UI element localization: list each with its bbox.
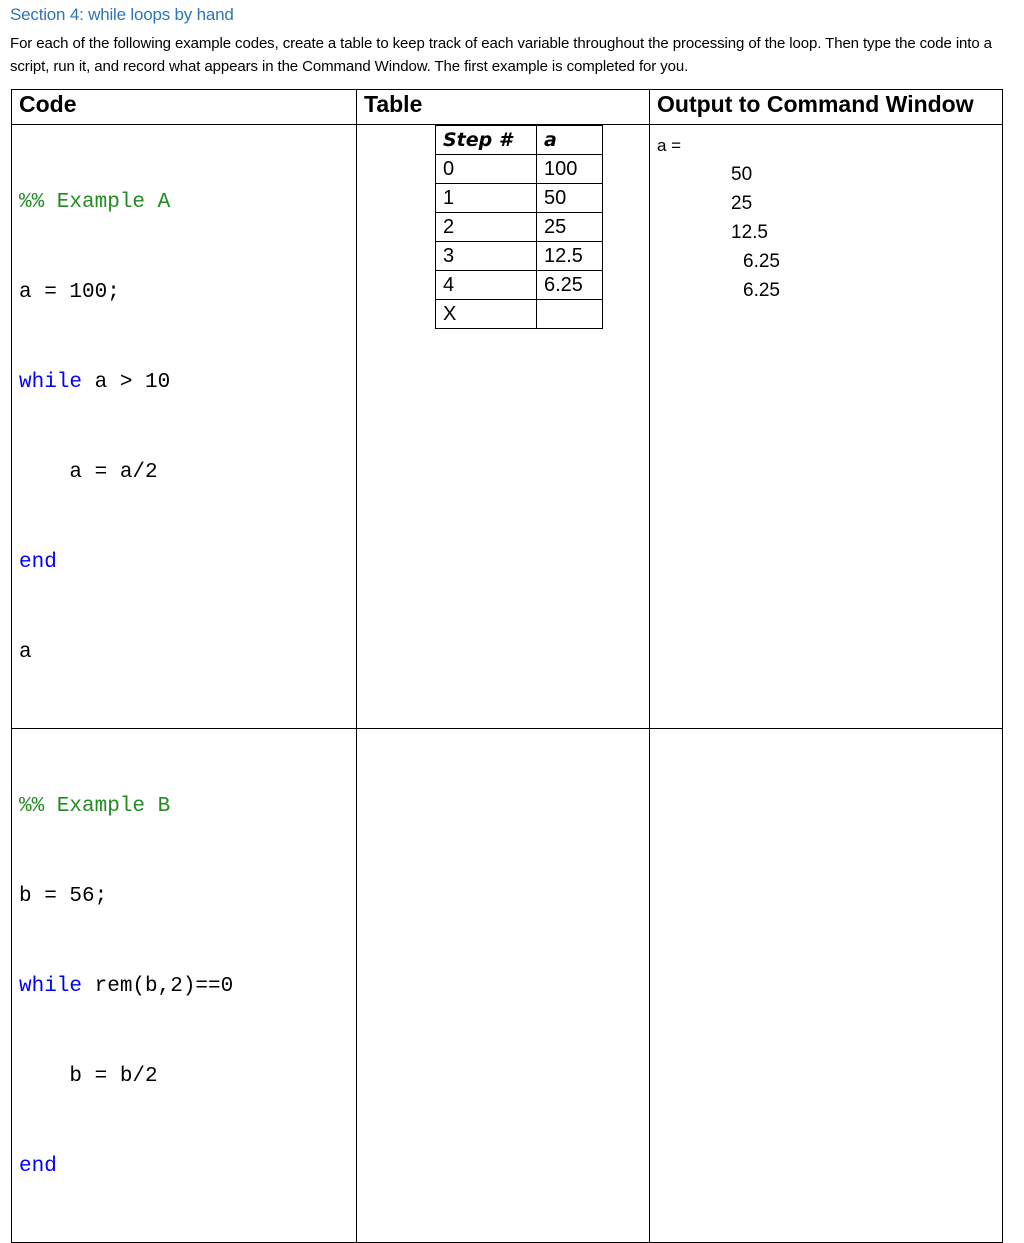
trace-value: 12.5: [537, 242, 603, 271]
trace-value: 50: [537, 184, 603, 213]
example-a-code: [12, 125, 356, 728]
output-label: a =: [657, 136, 682, 155]
worksheet-table: [11, 89, 1003, 1243]
section-title: Section 4: while loops by hand: [10, 5, 234, 24]
trace-value: 25: [537, 213, 603, 242]
trace-table: [435, 125, 603, 329]
output-value: 12.5: [731, 222, 768, 243]
trace-row: [436, 242, 603, 271]
code-line: end: [19, 1155, 57, 1178]
output-value: 6.25: [743, 280, 780, 301]
code-line: b = b/2: [19, 1065, 158, 1088]
instructions-paragraph: For each of the following example codes, create a table to keep track of each variable throughout the processing of the loop. Then type the code into a script, run it, and record what appears in the Command Window. The first example is completed for you.: [10, 35, 992, 75]
example-b-output-cell[interactable]: [650, 729, 1003, 1243]
trace-value: 6.25: [537, 271, 603, 300]
code-line: %% Example B: [19, 795, 171, 818]
trace-row: [436, 300, 603, 329]
code-line: b = 56;: [19, 885, 108, 908]
code-line: a = a/2: [19, 461, 158, 484]
output-value: 50: [731, 164, 753, 185]
trace-step: 0: [436, 155, 537, 184]
header-output: Output to Command Window: [650, 90, 1003, 125]
trace-row: [436, 184, 603, 213]
trace-step: 4: [436, 271, 537, 300]
output-value: 25: [731, 193, 753, 214]
trace-header-var: a: [537, 126, 603, 155]
code-line: %% Example A: [19, 191, 171, 214]
trace-step: 1: [436, 184, 537, 213]
trace-value: [537, 300, 603, 329]
example-b-code: [12, 729, 356, 1242]
trace-step: X: [436, 300, 537, 329]
trace-row: [436, 213, 603, 242]
header-code: Code: [12, 90, 357, 125]
trace-value: 100: [537, 155, 603, 184]
example-a-code-cell: [12, 125, 357, 729]
trace-row: [436, 155, 603, 184]
trace-row: [436, 271, 603, 300]
trace-header-step: Step #: [436, 126, 537, 155]
example-a-table-cell: [357, 125, 650, 729]
trace-step: 3: [436, 242, 537, 271]
trace-step: 2: [436, 213, 537, 242]
example-b-table-cell[interactable]: [357, 729, 650, 1243]
code-line: a = 100;: [19, 281, 120, 304]
header-table: Table: [357, 90, 650, 125]
example-b-code-cell: [12, 729, 357, 1243]
code-line: end: [19, 551, 57, 574]
code-line: while a > 10: [19, 371, 171, 394]
example-a-output-cell: [650, 125, 1003, 729]
code-line: a: [19, 641, 32, 664]
output-value: 6.25: [743, 251, 780, 272]
command-window-output: [657, 131, 780, 305]
code-line: while rem(b,2)==0: [19, 975, 234, 998]
